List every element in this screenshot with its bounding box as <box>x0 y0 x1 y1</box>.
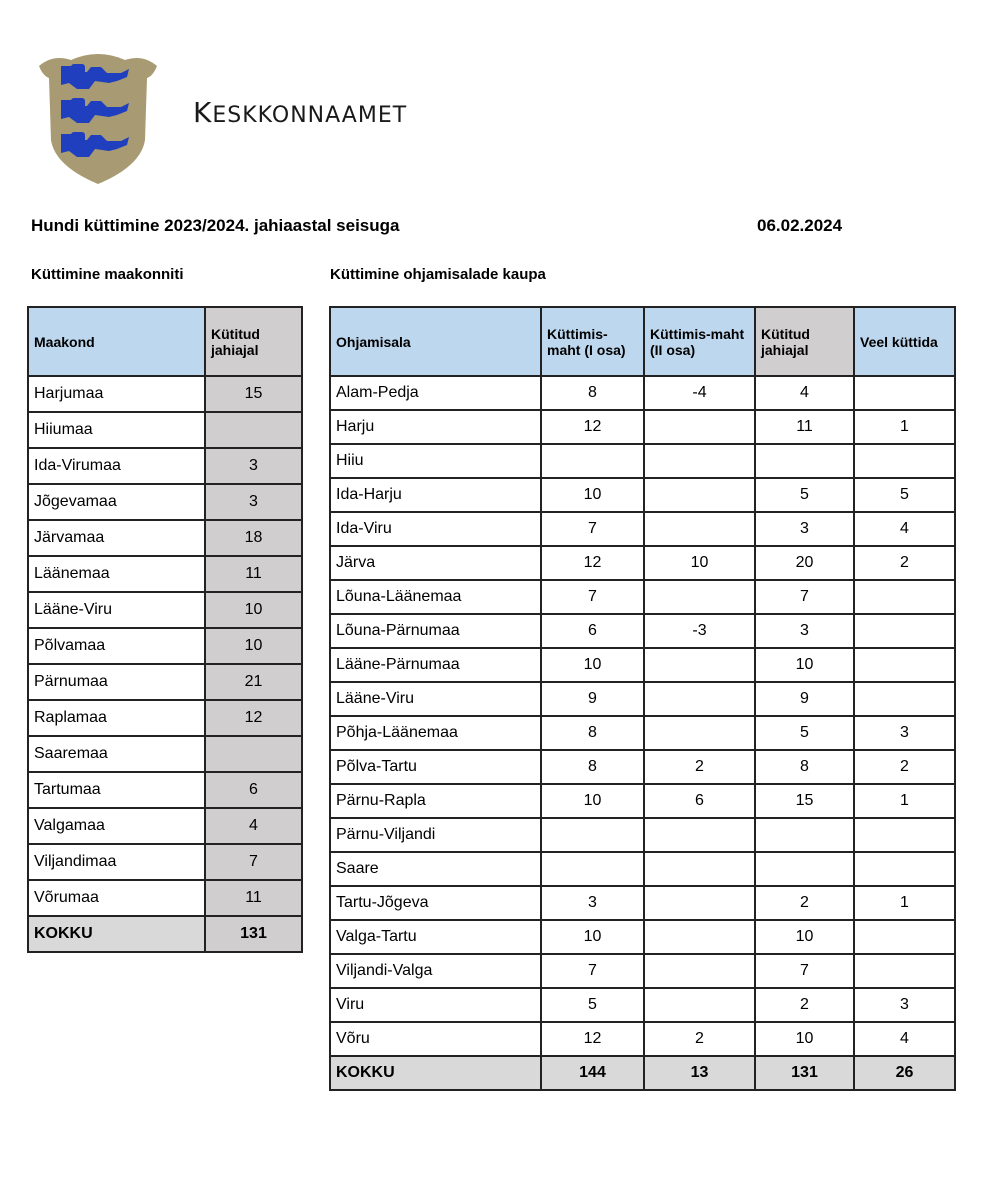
zone-hunted: 15 <box>755 784 854 818</box>
zone-hunted: 2 <box>755 886 854 920</box>
column-header-quota-2: Küttimis-maht (II osa) <box>644 307 755 376</box>
zone-remaining: 3 <box>854 988 955 1022</box>
table-row <box>330 648 955 682</box>
table-row <box>28 844 302 880</box>
zone-hunted: 4 <box>755 376 854 410</box>
zone-quota1: 8 <box>541 376 644 410</box>
zone-remaining <box>854 920 955 954</box>
table-row <box>330 444 955 478</box>
zone-hunted: 3 <box>755 512 854 546</box>
zone-name: Põlva-Tartu <box>330 750 541 784</box>
county-hunted: 21 <box>205 664 302 700</box>
table-row <box>28 520 302 556</box>
zone-quota2 <box>644 920 755 954</box>
zone-quota2 <box>644 648 755 682</box>
zone-quota2: 6 <box>644 784 755 818</box>
table-row <box>28 376 302 412</box>
zone-remaining: 2 <box>854 750 955 784</box>
zone-quota2 <box>644 580 755 614</box>
zone-quota1: 9 <box>541 682 644 716</box>
county-hunted: 11 <box>205 880 302 916</box>
county-name: Tartumaa <box>28 772 205 808</box>
zone-remaining <box>854 682 955 716</box>
zone-quota2 <box>644 478 755 512</box>
zone-quota1: 8 <box>541 716 644 750</box>
table-row <box>28 700 302 736</box>
zone-quota2 <box>644 512 755 546</box>
zone-hunted <box>755 444 854 478</box>
county-name: Järvamaa <box>28 520 205 556</box>
zone-remaining <box>854 954 955 988</box>
table-row <box>330 512 955 546</box>
county-name: Hiiumaa <box>28 412 205 448</box>
table-row <box>330 682 955 716</box>
zone-quota2 <box>644 716 755 750</box>
zone-remaining: 4 <box>854 512 955 546</box>
zone-name: Viru <box>330 988 541 1022</box>
zone-name: Pärnu-Viljandi <box>330 818 541 852</box>
zone-quota1: 6 <box>541 614 644 648</box>
zone-hunted <box>755 818 854 852</box>
zone-name: Harju <box>330 410 541 444</box>
table-row <box>28 880 302 916</box>
table-row <box>330 546 955 580</box>
table-row <box>28 412 302 448</box>
zone-quota2: 10 <box>644 546 755 580</box>
county-name: Ida-Virumaa <box>28 448 205 484</box>
table-row <box>330 988 955 1022</box>
zone-name: Võru <box>330 1022 541 1056</box>
county-hunted: 15 <box>205 376 302 412</box>
zone-quota2: 2 <box>644 1022 755 1056</box>
county-hunted: 18 <box>205 520 302 556</box>
county-table <box>27 306 303 953</box>
zone-quota1: 12 <box>541 410 644 444</box>
page-title: Hundi küttimine 2023/2024. jahiaastal seisuga <box>31 216 400 235</box>
county-hunted: 11 <box>205 556 302 592</box>
zone-hunted: 11 <box>755 410 854 444</box>
table-row <box>330 478 955 512</box>
zone-hunted: 10 <box>755 648 854 682</box>
total-label: KOKKU <box>28 916 205 952</box>
zone-hunted: 7 <box>755 580 854 614</box>
zone-quota1: 10 <box>541 478 644 512</box>
zone-name: Ida-Harju <box>330 478 541 512</box>
table-row <box>28 628 302 664</box>
zone-hunted: 10 <box>755 920 854 954</box>
total-row <box>330 1056 955 1090</box>
zone-table <box>329 306 956 1091</box>
table-row <box>28 772 302 808</box>
total-label: KOKKU <box>330 1056 541 1090</box>
county-name: Jõgevamaa <box>28 484 205 520</box>
county-name: Läänemaa <box>28 556 205 592</box>
table-row <box>28 664 302 700</box>
zone-quota2: 2 <box>644 750 755 784</box>
county-hunted: 10 <box>205 592 302 628</box>
zone-quota1: 5 <box>541 988 644 1022</box>
zone-hunted <box>755 852 854 886</box>
zone-quota1: 12 <box>541 1022 644 1056</box>
county-hunted: 3 <box>205 448 302 484</box>
zone-hunted: 20 <box>755 546 854 580</box>
zone-quota1: 8 <box>541 750 644 784</box>
zone-quota2 <box>644 818 755 852</box>
zone-remaining: 5 <box>854 478 955 512</box>
zone-remaining: 1 <box>854 784 955 818</box>
zone-hunted: 8 <box>755 750 854 784</box>
table-row <box>330 784 955 818</box>
column-header-quota-1: Küttimis-maht (I osa) <box>541 307 644 376</box>
county-name: Lääne-Viru <box>28 592 205 628</box>
county-hunted <box>205 736 302 772</box>
table-row <box>28 448 302 484</box>
county-hunted: 4 <box>205 808 302 844</box>
county-hunted: 7 <box>205 844 302 880</box>
column-header-remaining: Veel küttida <box>854 307 955 376</box>
zone-remaining: 2 <box>854 546 955 580</box>
zone-quota1: 7 <box>541 954 644 988</box>
zone-remaining: 1 <box>854 886 955 920</box>
zone-quota1: 10 <box>541 920 644 954</box>
zone-remaining <box>854 580 955 614</box>
table-row <box>330 886 955 920</box>
zone-remaining <box>854 852 955 886</box>
table-row <box>330 716 955 750</box>
table-row <box>330 410 955 444</box>
table-row <box>28 556 302 592</box>
table-row <box>28 484 302 520</box>
table-row <box>330 750 955 784</box>
zone-table-heading: Küttimine ohjamisalade kaupa <box>330 266 546 283</box>
zone-name: Lõuna-Pärnumaa <box>330 614 541 648</box>
zone-quota2 <box>644 988 755 1022</box>
table-row <box>330 614 955 648</box>
zone-quota2 <box>644 682 755 716</box>
total-hunted: 131 <box>755 1056 854 1090</box>
zone-quota1: 10 <box>541 784 644 818</box>
total-hunted: 131 <box>205 916 302 952</box>
county-hunted: 12 <box>205 700 302 736</box>
county-name: Valgamaa <box>28 808 205 844</box>
zone-hunted: 5 <box>755 716 854 750</box>
zone-name: Viljandi-Valga <box>330 954 541 988</box>
county-name: Harjumaa <box>28 376 205 412</box>
zone-hunted: 10 <box>755 1022 854 1056</box>
zone-quota1 <box>541 444 644 478</box>
county-name: Viljandimaa <box>28 844 205 880</box>
table-row <box>330 954 955 988</box>
table-row <box>330 852 955 886</box>
county-name: Raplamaa <box>28 700 205 736</box>
county-hunted <box>205 412 302 448</box>
zone-hunted: 3 <box>755 614 854 648</box>
zone-hunted: 5 <box>755 478 854 512</box>
zone-remaining: 4 <box>854 1022 955 1056</box>
zone-remaining <box>854 376 955 410</box>
table-row <box>330 580 955 614</box>
county-table-heading: Küttimine maakonniti <box>31 266 184 283</box>
total-remaining: 26 <box>854 1056 955 1090</box>
zone-remaining <box>854 818 955 852</box>
table-row <box>330 818 955 852</box>
report-date: 06.02.2024 <box>757 216 843 235</box>
zone-quota1: 12 <box>541 546 644 580</box>
zone-quota1: 7 <box>541 512 644 546</box>
zone-name: Alam-Pedja <box>330 376 541 410</box>
county-hunted: 10 <box>205 628 302 664</box>
zone-name: Valga-Tartu <box>330 920 541 954</box>
county-name: Põlvamaa <box>28 628 205 664</box>
zone-quota2: -4 <box>644 376 755 410</box>
county-name: Võrumaa <box>28 880 205 916</box>
zone-quota1 <box>541 818 644 852</box>
total-quota2: 13 <box>644 1056 755 1090</box>
zone-quota1 <box>541 852 644 886</box>
zone-quota2 <box>644 410 755 444</box>
zone-remaining <box>854 614 955 648</box>
zone-name: Tartu-Jõgeva <box>330 886 541 920</box>
zone-name: Järva <box>330 546 541 580</box>
table-row <box>28 736 302 772</box>
column-header-zone: Ohjamisala <box>330 307 541 376</box>
table-row <box>28 808 302 844</box>
zone-name: Lääne-Viru <box>330 682 541 716</box>
table-row <box>330 920 955 954</box>
county-hunted: 6 <box>205 772 302 808</box>
zone-name: Pärnu-Rapla <box>330 784 541 818</box>
zone-name: Ida-Viru <box>330 512 541 546</box>
table-row <box>330 1022 955 1056</box>
org-name: KESKKONNAAMET <box>193 96 408 129</box>
zone-quota2 <box>644 886 755 920</box>
zone-name: Lääne-Pärnumaa <box>330 648 541 682</box>
column-header-county: Maakond <box>28 307 205 376</box>
table-row <box>330 376 955 410</box>
table-row <box>28 592 302 628</box>
zone-quota1: 3 <box>541 886 644 920</box>
zone-remaining: 3 <box>854 716 955 750</box>
zone-quota1: 10 <box>541 648 644 682</box>
zone-quota2 <box>644 954 755 988</box>
zone-remaining <box>854 444 955 478</box>
column-header-hunted: Kütitud jahiajal <box>755 307 854 376</box>
zone-name: Lõuna-Läänemaa <box>330 580 541 614</box>
estonian-coat-of-arms-icon <box>31 50 165 186</box>
zone-quota2 <box>644 852 755 886</box>
zone-hunted: 9 <box>755 682 854 716</box>
zone-hunted: 2 <box>755 988 854 1022</box>
zone-remaining <box>854 648 955 682</box>
zone-remaining: 1 <box>854 410 955 444</box>
county-name: Pärnumaa <box>28 664 205 700</box>
zone-quota2 <box>644 444 755 478</box>
column-header-hunted: Kütitud jahiajal <box>205 307 302 376</box>
total-row <box>28 916 302 952</box>
zone-hunted: 7 <box>755 954 854 988</box>
county-hunted: 3 <box>205 484 302 520</box>
zone-name: Saare <box>330 852 541 886</box>
zone-quota1: 7 <box>541 580 644 614</box>
total-quota1: 144 <box>541 1056 644 1090</box>
zone-quota2: -3 <box>644 614 755 648</box>
zone-name: Hiiu <box>330 444 541 478</box>
county-name: Saaremaa <box>28 736 205 772</box>
zone-name: Põhja-Läänemaa <box>330 716 541 750</box>
